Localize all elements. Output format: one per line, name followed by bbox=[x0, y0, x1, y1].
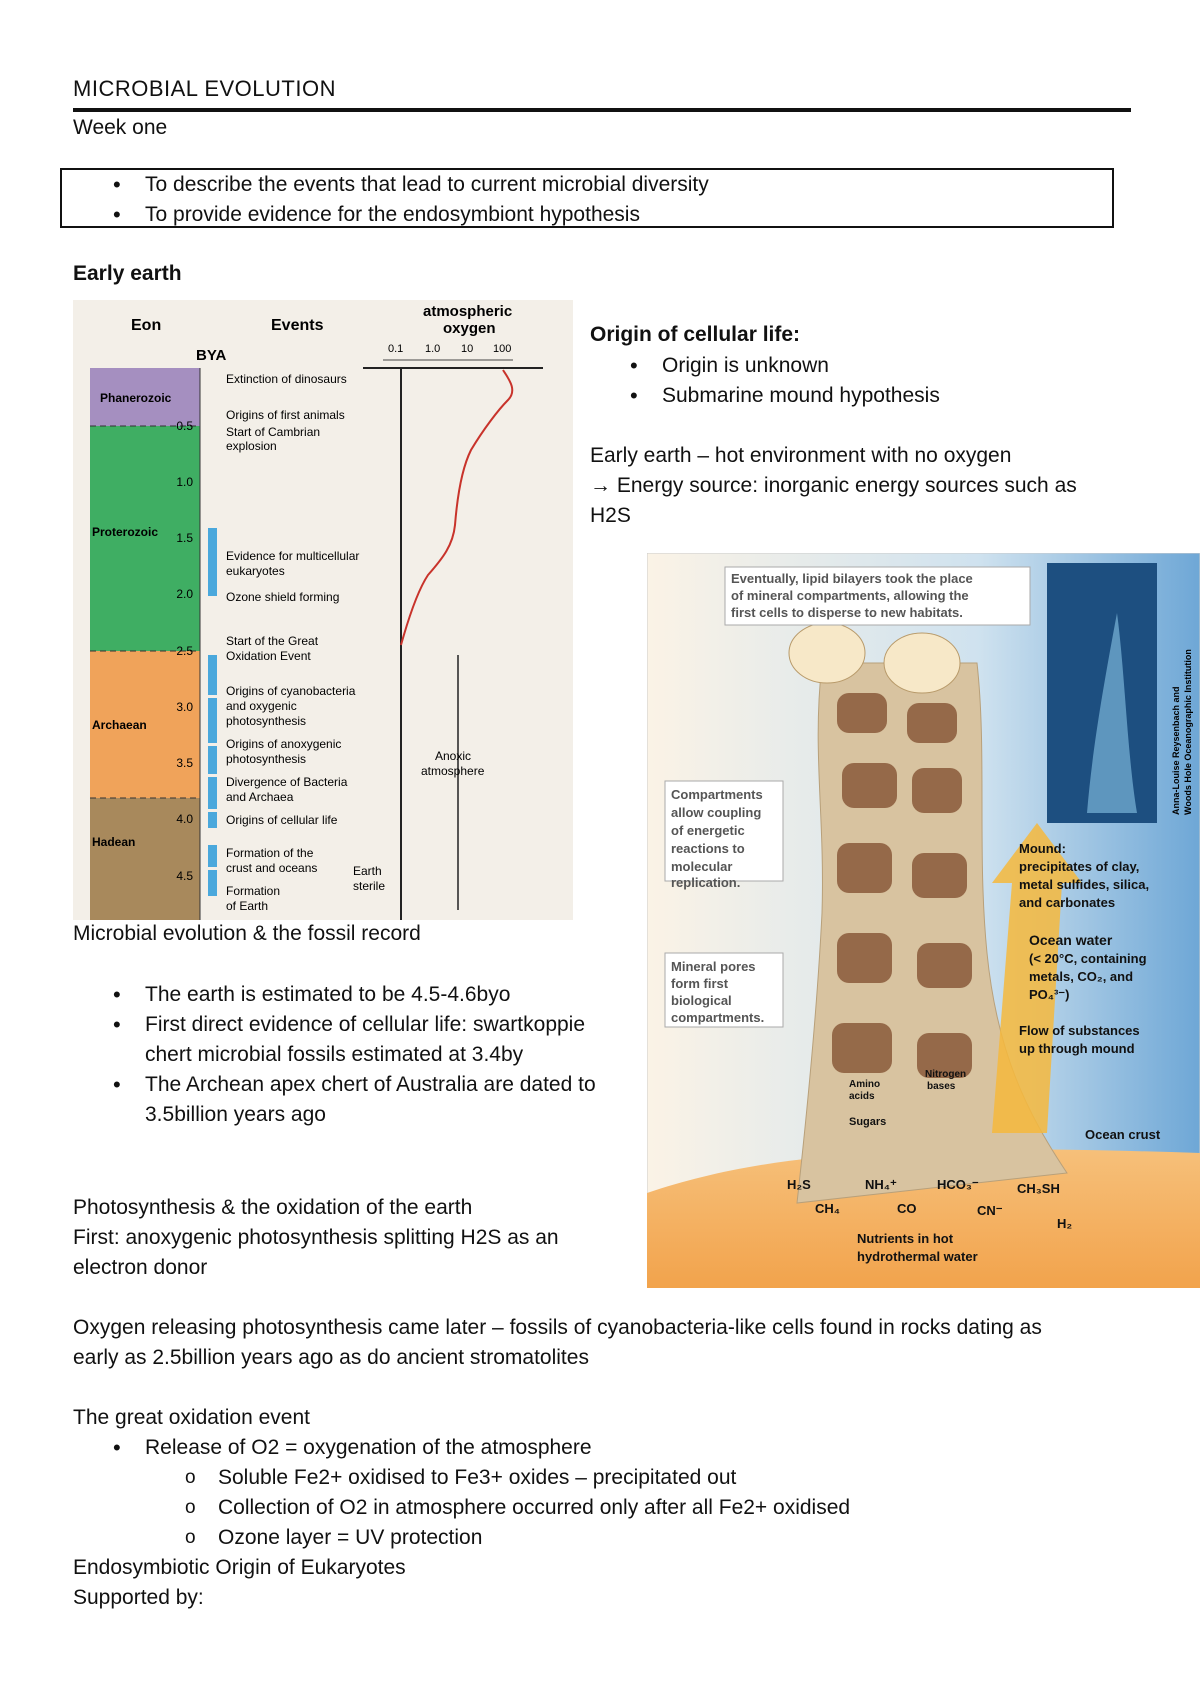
sterile-label: sterile bbox=[353, 879, 386, 893]
flow-label: Flow of substances bbox=[1019, 1023, 1140, 1038]
compartments-label: Compartments bbox=[671, 787, 763, 802]
event-bar bbox=[208, 870, 217, 896]
mound-text: and carbonates bbox=[1019, 895, 1116, 910]
h2s-line: H2S bbox=[590, 504, 631, 527]
age-tick: 0.5 bbox=[176, 419, 193, 433]
oxygen-tick: 1.0 bbox=[425, 343, 441, 355]
oxygen-para: early as 2.5billion years ago as do ancient stromatolites bbox=[73, 1346, 589, 1369]
oxygen-curve bbox=[401, 370, 512, 645]
top-label: Eventually, lipid bilayers took the place bbox=[731, 571, 973, 586]
ocean-text: (< 20°C, containing bbox=[1029, 951, 1147, 966]
event-label: photosynthesis bbox=[226, 752, 307, 766]
fossil-item-cont: 3.5billion years ago bbox=[145, 1103, 326, 1126]
mound-title: Mound: bbox=[1019, 841, 1066, 856]
oxygen-para: Oxygen releasing photosynthesis came later – fossils of cyanobacteria-like cells found in rocks dating as bbox=[73, 1316, 1042, 1339]
oxygen-tick: 10 bbox=[461, 343, 474, 355]
event-label: Ozone shield forming bbox=[226, 590, 340, 604]
oxygen-tick: 0.1 bbox=[388, 343, 404, 355]
chem-label: H₂ bbox=[1057, 1216, 1073, 1231]
photo-credit: Anna-Louise Reysenbach and bbox=[1171, 686, 1181, 815]
flow-label: up through mound bbox=[1019, 1041, 1135, 1056]
objective-item: • To describe the events that lead to current microbial diversity bbox=[73, 170, 709, 200]
endo-heading: Endosymbiotic Origin of Eukaryotes bbox=[73, 1556, 406, 1579]
fossil-item: • The earth is estimated to be 4.5-4.6byo bbox=[73, 980, 596, 1010]
nutrients-label: hydrothermal water bbox=[857, 1249, 978, 1264]
compartments-label: reactions to bbox=[671, 841, 745, 856]
event-bar bbox=[208, 746, 217, 774]
cellular-life-item: • Origin is unknown bbox=[590, 351, 940, 381]
eon-label: Proterozoic bbox=[92, 525, 159, 539]
event-bar bbox=[208, 812, 217, 828]
anoxic-label: Anoxic bbox=[435, 749, 472, 763]
event-label: Origins of cyanobacteria bbox=[226, 684, 356, 698]
pores-label: form first bbox=[671, 976, 729, 991]
eon-label: Phanerozoic bbox=[100, 391, 172, 405]
goe-subitem: o Collection of O2 in atmosphere occurred only after all Fe2+ oxidised bbox=[73, 1493, 850, 1523]
crust-label: Ocean crust bbox=[1085, 1127, 1161, 1142]
compartments-label: replication. bbox=[671, 875, 741, 890]
ocean-text: PO₄³⁻) bbox=[1029, 987, 1070, 1002]
age-tick: 1.0 bbox=[176, 475, 193, 489]
goe-item: • Release of O2 = oxygenation of the atmosphere bbox=[73, 1433, 850, 1463]
event-label: Origins of cellular life bbox=[226, 813, 338, 827]
timeline-svg bbox=[73, 300, 573, 920]
chem-label: HCO₃⁻ bbox=[937, 1177, 979, 1192]
cellular-life-heading: Origin of cellular life: bbox=[590, 323, 801, 346]
lipid-cell bbox=[884, 633, 960, 693]
event-label: Start of Cambrian bbox=[226, 425, 321, 439]
mound-text: precipitates of clay, bbox=[1019, 859, 1140, 874]
chem-label: NH₄⁺ bbox=[865, 1177, 897, 1192]
eon-label: Archaean bbox=[92, 718, 147, 732]
compartments-label: of energetic bbox=[671, 823, 745, 838]
sterile-label: Earth bbox=[353, 864, 382, 878]
chem-label: CN⁻ bbox=[977, 1203, 1003, 1218]
amino-label: Amino bbox=[849, 1079, 881, 1090]
pores-label: compartments. bbox=[671, 1010, 765, 1025]
ocean-text: metals, CO₂, and bbox=[1029, 969, 1134, 984]
event-bar bbox=[208, 528, 217, 596]
lipid-cell bbox=[789, 623, 865, 683]
week-label: Week one bbox=[73, 116, 168, 139]
event-label: crust and oceans bbox=[226, 861, 318, 875]
pores-label: biological bbox=[671, 993, 732, 1008]
event-label: Divergence of Bacteria bbox=[226, 775, 348, 789]
nitrogen-label: bases bbox=[927, 1081, 956, 1092]
event-label: photosynthesis bbox=[226, 714, 307, 728]
fossil-heading: Microbial evolution & the fossil record bbox=[73, 922, 421, 945]
objective-item: • To provide evidence for the endosymbiont hypothesis bbox=[73, 200, 709, 230]
mound-svg bbox=[647, 553, 1200, 1288]
event-label: Extinction of dinosaurs bbox=[226, 372, 347, 386]
event-bar bbox=[208, 845, 217, 867]
title-rule bbox=[73, 108, 1131, 112]
document-title: MICROBIAL EVOLUTION bbox=[73, 76, 336, 101]
age-tick: 1.5 bbox=[176, 531, 193, 545]
fossil-list bbox=[73, 980, 596, 1130]
event-label: of Earth bbox=[226, 899, 269, 913]
fossil-item-cont: chert microbial fossils estimated at 3.4by bbox=[145, 1043, 524, 1066]
supported-by: Supported by: bbox=[73, 1586, 204, 1609]
cellular-life-list bbox=[590, 351, 940, 411]
ocean-title: Ocean water bbox=[1029, 932, 1113, 948]
age-tick: 2.0 bbox=[176, 587, 193, 601]
oxygen-tick: 100 bbox=[493, 343, 512, 355]
fossil-item: • First direct evidence of cellular life: swartkoppie bbox=[73, 1010, 596, 1040]
timeline-figure bbox=[73, 300, 573, 920]
compartments-label: molecular bbox=[671, 859, 733, 874]
eon-label: Hadean bbox=[92, 835, 136, 849]
mound-figure bbox=[647, 553, 1200, 1288]
amino-label: acids bbox=[849, 1091, 875, 1102]
chem-label: CO bbox=[897, 1201, 917, 1216]
oxygen-header: atmospheric bbox=[423, 303, 513, 320]
event-label: explosion bbox=[226, 439, 277, 453]
anoxic-label: atmosphere bbox=[421, 764, 485, 778]
goe-subitem: o Soluble Fe2+ oxidised to Fe3+ oxides – precipitated out bbox=[73, 1463, 850, 1493]
age-tick: 4.0 bbox=[176, 812, 193, 826]
event-label: Origins of first animals bbox=[226, 408, 345, 422]
early-earth-heading: Early earth bbox=[73, 262, 182, 285]
event-bar bbox=[208, 777, 217, 809]
goe-list bbox=[73, 1433, 850, 1553]
chem-label: CH₄ bbox=[815, 1201, 840, 1216]
chem-label: CH₃SH bbox=[1017, 1181, 1060, 1196]
top-label: first cells to disperse to new habitats. bbox=[731, 605, 963, 620]
pores-label: Mineral pores bbox=[671, 959, 756, 974]
goe-subitem: o Ozone layer = UV protection bbox=[73, 1523, 850, 1553]
nitrogen-label: Nitrogen bbox=[925, 1069, 967, 1080]
event-bar bbox=[208, 698, 217, 743]
event-bar bbox=[208, 655, 217, 695]
chem-label: H₂S bbox=[787, 1177, 811, 1192]
eon-header: Eon bbox=[131, 317, 162, 334]
bya-label: BYA bbox=[196, 347, 227, 364]
photosynthesis-line: electron donor bbox=[73, 1256, 208, 1279]
photosynthesis-heading: Photosynthesis & the oxidation of the earth bbox=[73, 1196, 473, 1219]
age-tick: 3.5 bbox=[176, 756, 193, 770]
event-label: Oxidation Event bbox=[226, 649, 311, 663]
compartments-label: allow coupling bbox=[671, 805, 762, 820]
event-label: Origins of anoxygenic bbox=[226, 737, 342, 751]
early-earth-line: Early earth – hot environment with no oxygen bbox=[590, 444, 1012, 467]
photo-credit: Woods Hole Oceanographic Institution bbox=[1183, 649, 1193, 815]
event-label: and oxygenic bbox=[226, 699, 297, 713]
oxygen-header-2: oxygen bbox=[443, 320, 496, 337]
age-tick: 3.0 bbox=[176, 700, 193, 714]
event-label: Formation bbox=[226, 884, 281, 898]
event-label: eukaryotes bbox=[226, 564, 285, 578]
objectives-list bbox=[73, 170, 709, 230]
event-label: and Archaea bbox=[226, 790, 294, 804]
sugars-label: Sugars bbox=[849, 1116, 887, 1128]
event-label: Formation of the bbox=[226, 846, 314, 860]
event-label: Evidence for multicellular bbox=[226, 549, 360, 563]
age-tick: 4.5 bbox=[176, 869, 193, 883]
cellular-life-item: • Submarine mound hypothesis bbox=[590, 381, 940, 411]
top-label: of mineral compartments, allowing the bbox=[731, 588, 969, 603]
events-header: Events bbox=[271, 317, 324, 334]
mound-text: metal sulfides, silica, bbox=[1019, 877, 1150, 892]
photosynthesis-line: First: anoxygenic photosynthesis splitting H2S as an bbox=[73, 1226, 559, 1249]
nutrients-label: Nutrients in hot bbox=[857, 1231, 954, 1246]
goe-heading: The great oxidation event bbox=[73, 1406, 310, 1429]
age-tick: 2.5 bbox=[176, 644, 193, 658]
energy-source-line: → Energy source: inorganic energy sources such as bbox=[590, 474, 1077, 497]
fossil-item: • The Archean apex chert of Australia are dated to bbox=[73, 1070, 596, 1100]
event-label: Start of the Great bbox=[226, 634, 319, 648]
